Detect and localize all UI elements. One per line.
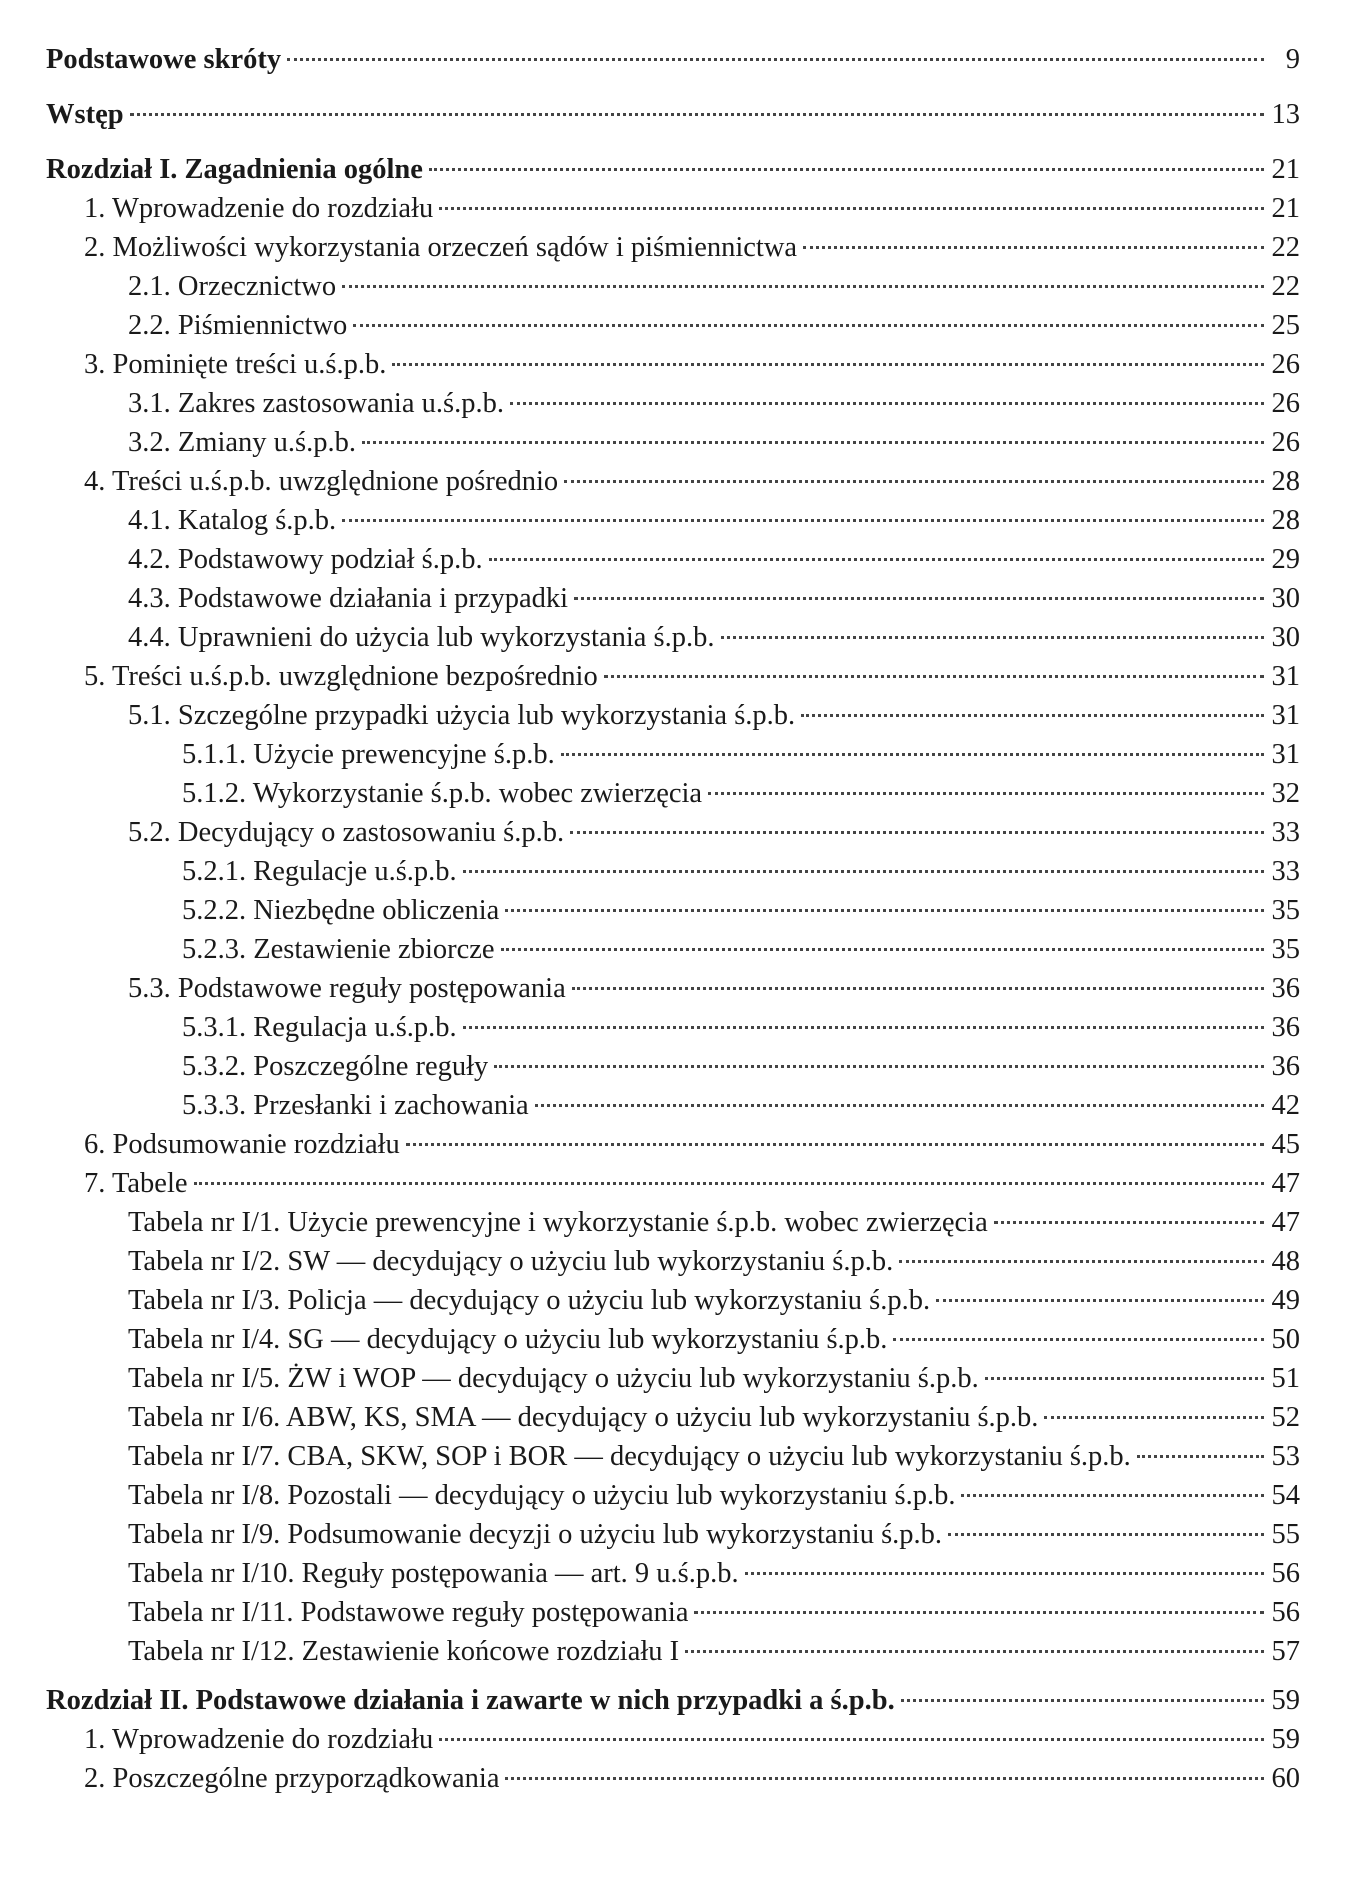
dot-leader — [392, 363, 1264, 366]
toc-entry-row — [46, 345, 1300, 384]
toc-page-number: 36 — [1271, 973, 1300, 1004]
dot-leader — [570, 831, 1264, 834]
toc-entry-row — [46, 1242, 1300, 1281]
toc-entry-row — [46, 657, 1300, 696]
dot-leader — [694, 1611, 1264, 1614]
toc-entry-row — [46, 228, 1300, 267]
toc-entry-row — [46, 579, 1300, 618]
toc-entry-row — [46, 1281, 1300, 1320]
toc-page-number: 28 — [1271, 466, 1300, 497]
dot-leader — [501, 948, 1264, 951]
dot-leader — [803, 246, 1264, 249]
toc-entry-row — [46, 1437, 1300, 1476]
toc-entry-row — [46, 1086, 1300, 1125]
dot-leader — [708, 792, 1264, 795]
toc-entry-title: Tabela nr I/3. Policja — decydujący o użyciu lub wykorzystaniu ś.p.b. — [128, 1285, 931, 1316]
toc-entry-title: 5.2.3. Zestawienie zbiorcze — [182, 934, 495, 965]
toc-entry-title: 5. Treści u.ś.p.b. uwzględnione bezpośrednio — [84, 661, 598, 692]
toc-entry-title: Tabela nr I/1. Użycie prewencyjne i wykorzystanie ś.p.b. wobec zwierzęcia — [128, 1207, 988, 1238]
toc-entry-row — [46, 189, 1300, 228]
toc-page-number: 32 — [1271, 778, 1300, 809]
toc-page-number: 48 — [1271, 1246, 1300, 1277]
toc-page-number: 50 — [1271, 1324, 1300, 1355]
toc-entry-title: Rozdział I. Zagadnienia ogólne — [46, 154, 423, 185]
toc-entry-title: Tabela nr I/7. CBA, SKW, SOP i BOR — decydujący o użyciu lub wykorzystaniu ś.p.b. — [128, 1441, 1131, 1472]
dot-leader — [574, 597, 1264, 600]
dot-leader — [439, 207, 1264, 210]
toc-entry-row — [46, 1164, 1300, 1203]
toc-page-number: 25 — [1271, 310, 1300, 341]
toc-entry-title: 5.1.2. Wykorzystanie ś.p.b. wobec zwierzęcia — [182, 778, 703, 809]
toc-entry-row — [46, 1759, 1300, 1798]
dot-leader — [194, 1182, 1264, 1185]
toc-page-number: 33 — [1271, 856, 1300, 887]
toc-entry-row — [46, 1008, 1300, 1047]
toc-entry-row — [46, 696, 1300, 735]
toc-entry-title: 4. Treści u.ś.p.b. uwzględnione pośrednio — [84, 466, 559, 497]
dot-leader — [353, 324, 1264, 327]
toc-chapter-row — [46, 40, 1300, 79]
dot-leader — [287, 58, 1264, 61]
toc-chapter-row — [46, 1681, 1300, 1720]
toc-entry-title: 5.2.1. Regulacje u.ś.p.b. — [182, 856, 457, 887]
dot-leader — [406, 1143, 1264, 1146]
dot-leader — [429, 168, 1264, 171]
toc-entry-title: Podstawowe skróty — [46, 44, 282, 75]
dot-leader — [893, 1338, 1264, 1341]
toc-entry-row — [46, 1359, 1300, 1398]
toc-page-number: 55 — [1271, 1519, 1300, 1550]
toc-entry-title: 5.3.2. Poszczególne reguły — [182, 1051, 489, 1082]
toc-page-number: 59 — [1271, 1724, 1300, 1755]
toc-entry-row — [46, 1632, 1300, 1671]
toc-page-number: 29 — [1271, 544, 1300, 575]
toc-chapter-row — [46, 95, 1300, 134]
toc-page-number: 51 — [1271, 1363, 1300, 1394]
toc-entry-title: 5.3. Podstawowe reguły postępowania — [128, 973, 566, 1004]
toc-entry-title: 5.2. Decydujący o zastosowaniu ś.p.b. — [128, 817, 565, 848]
toc-entry-title: 2. Możliwości wykorzystania orzeczeń sądów i piśmiennictwa — [84, 232, 798, 263]
toc-page-number: 9 — [1285, 44, 1300, 75]
toc-entry-row — [46, 813, 1300, 852]
toc-entry-title: 7. Tabele — [84, 1168, 188, 1199]
dot-leader — [901, 1699, 1264, 1702]
dot-leader — [439, 1738, 1264, 1741]
dot-leader — [985, 1377, 1264, 1380]
toc-entry-title: 5.3.3. Przesłanki i zachowania — [182, 1090, 529, 1121]
dot-leader — [463, 870, 1264, 873]
toc-page-number: 35 — [1271, 895, 1300, 926]
toc-entry-title: 1. Wprowadzenie do rozdziału — [84, 1724, 434, 1755]
dot-leader — [342, 285, 1264, 288]
dot-leader — [463, 1026, 1264, 1029]
toc-page-number: 13 — [1271, 99, 1300, 130]
dot-leader — [745, 1572, 1264, 1575]
toc-entry-title: Wstęp — [46, 99, 124, 130]
dot-leader — [130, 113, 1264, 116]
toc-page-number: 30 — [1271, 583, 1300, 614]
toc-page-number: 59 — [1271, 1685, 1300, 1716]
dot-leader — [564, 480, 1264, 483]
toc-entry-title: 6. Podsumowanie rozdziału — [84, 1129, 400, 1160]
toc-entry-title: 2. Poszczególne przyporządkowania — [84, 1763, 500, 1794]
toc-entry-title: Tabela nr I/11. Podstawowe reguły postępowania — [128, 1597, 689, 1628]
toc-entry-row — [46, 774, 1300, 813]
dot-leader — [505, 909, 1264, 912]
dot-leader — [572, 987, 1264, 990]
toc-entry-title: 5.1. Szczególne przypadki użycia lub wykorzystania ś.p.b. — [128, 700, 796, 731]
dot-leader — [561, 753, 1264, 756]
toc-page-number: 21 — [1271, 154, 1300, 185]
toc-page-number: 28 — [1271, 505, 1300, 536]
toc-page-number: 52 — [1271, 1402, 1300, 1433]
dot-leader — [535, 1104, 1264, 1107]
toc-page-number: 31 — [1271, 661, 1300, 692]
dot-leader — [505, 1777, 1264, 1780]
toc-entry-title: Rozdział II. Podstawowe działania i zawarte w nich przypadki a ś.p.b. — [46, 1685, 895, 1716]
toc-entry-row — [46, 1047, 1300, 1086]
toc-entry-title: 5.2.2. Niezbędne obliczenia — [182, 895, 500, 926]
toc-page-number: 22 — [1271, 232, 1300, 263]
toc-page-number: 33 — [1271, 817, 1300, 848]
toc-entry-title: Tabela nr I/9. Podsumowanie decyzji o użyciu lub wykorzystaniu ś.p.b. — [128, 1519, 943, 1550]
toc-page-number: 60 — [1271, 1763, 1300, 1794]
dot-leader — [342, 519, 1264, 522]
toc-page-number: 21 — [1271, 193, 1300, 224]
toc-entry-row — [46, 384, 1300, 423]
toc-page-number: 57 — [1271, 1636, 1300, 1667]
dot-leader — [899, 1260, 1264, 1263]
toc-entry-row — [46, 852, 1300, 891]
toc-entry-row — [46, 1476, 1300, 1515]
dot-leader — [489, 558, 1264, 561]
toc-entry-row — [46, 1125, 1300, 1164]
toc-entry-title: Tabela nr I/6. ABW, KS, SMA — decydujący o użyciu lub wykorzystaniu ś.p.b. — [128, 1402, 1039, 1433]
dot-leader — [721, 636, 1265, 639]
dot-leader — [948, 1533, 1264, 1536]
toc-page-number: 49 — [1271, 1285, 1300, 1316]
dot-leader — [1044, 1416, 1264, 1419]
toc-entry-row — [46, 735, 1300, 774]
toc-entry-row — [46, 618, 1300, 657]
toc-entry-row — [46, 267, 1300, 306]
table-of-contents — [46, 40, 1300, 1798]
toc-entry-row — [46, 1515, 1300, 1554]
dot-leader — [362, 441, 1264, 444]
toc-entry-row — [46, 423, 1300, 462]
toc-entry-row — [46, 501, 1300, 540]
toc-entry-title: Tabela nr I/12. Zestawienie końcowe rozdziału I — [128, 1636, 680, 1667]
toc-page-number: 26 — [1271, 388, 1300, 419]
dot-leader — [1137, 1455, 1264, 1458]
toc-entry-row — [46, 1203, 1300, 1242]
toc-page-number: 31 — [1271, 700, 1300, 731]
toc-entry-title: 4.1. Katalog ś.p.b. — [128, 505, 337, 536]
dot-leader — [604, 675, 1264, 678]
toc-entry-title: 2.2. Piśmiennictwo — [128, 310, 348, 341]
toc-page-number: 36 — [1271, 1051, 1300, 1082]
toc-page-number: 47 — [1271, 1207, 1300, 1238]
toc-page-number: 53 — [1271, 1441, 1300, 1472]
toc-entry-row — [46, 930, 1300, 969]
dot-leader — [801, 714, 1264, 717]
toc-entry-title: Tabela nr I/4. SG — decydujący o użyciu lub wykorzystaniu ś.p.b. — [128, 1324, 888, 1355]
toc-chapter-row — [46, 150, 1300, 189]
toc-page-number: 56 — [1271, 1558, 1300, 1589]
toc-entry-title: 1. Wprowadzenie do rozdziału — [84, 193, 434, 224]
toc-entry-title: 2.1. Orzecznictwo — [128, 271, 337, 302]
toc-entry-title: Tabela nr I/8. Pozostali — decydujący o użyciu lub wykorzystaniu ś.p.b. — [128, 1480, 956, 1511]
toc-page-number: 56 — [1271, 1597, 1300, 1628]
toc-page-number: 31 — [1271, 739, 1300, 770]
toc-page-number: 35 — [1271, 934, 1300, 965]
toc-entry-title: 5.1.1. Użycie prewencyjne ś.p.b. — [182, 739, 555, 770]
dot-leader — [494, 1065, 1264, 1068]
toc-page-number: 30 — [1271, 622, 1300, 653]
toc-page-number: 26 — [1271, 427, 1300, 458]
toc-entry-title: 5.3.1. Regulacja u.ś.p.b. — [182, 1012, 457, 1043]
toc-page-number: 22 — [1271, 271, 1300, 302]
dot-leader — [936, 1299, 1264, 1302]
toc-entry-row — [46, 462, 1300, 501]
toc-entry-title: 3. Pominięte treści u.ś.p.b. — [84, 349, 387, 380]
toc-entry-title: 3.1. Zakres zastosowania u.ś.p.b. — [128, 388, 504, 419]
toc-page-number: 42 — [1271, 1090, 1300, 1121]
toc-entry-row — [46, 1720, 1300, 1759]
toc-entry-title: 4.2. Podstawowy podział ś.p.b. — [128, 544, 483, 575]
toc-entry-row — [46, 1554, 1300, 1593]
toc-entry-row — [46, 540, 1300, 579]
toc-entry-title: 4.3. Podstawowe działania i przypadki — [128, 583, 569, 614]
dot-leader — [961, 1494, 1264, 1497]
toc-page-number: 26 — [1271, 349, 1300, 380]
toc-entry-row — [46, 1593, 1300, 1632]
dot-leader — [994, 1221, 1264, 1224]
dot-leader — [685, 1650, 1264, 1653]
toc-entry-row — [46, 969, 1300, 1008]
toc-entry-row — [46, 891, 1300, 930]
toc-page-number: 45 — [1271, 1129, 1300, 1160]
toc-entry-title: 4.4. Uprawnieni do użycia lub wykorzystania ś.p.b. — [128, 622, 715, 653]
toc-entry-row — [46, 1398, 1300, 1437]
toc-page-number: 36 — [1271, 1012, 1300, 1043]
toc-entry-title: Tabela nr I/5. ŻW i WOP — decydujący o użyciu lub wykorzystaniu ś.p.b. — [128, 1363, 979, 1394]
toc-page-number: 47 — [1271, 1168, 1300, 1199]
toc-entry-row — [46, 1320, 1300, 1359]
toc-entry-title: Tabela nr I/10. Reguły postępowania — art. 9 u.ś.p.b. — [128, 1558, 739, 1589]
toc-entry-title: 3.2. Zmiany u.ś.p.b. — [128, 427, 356, 458]
toc-page-number: 54 — [1271, 1480, 1300, 1511]
toc-entry-row — [46, 306, 1300, 345]
dot-leader — [510, 402, 1264, 405]
toc-entry-title: Tabela nr I/2. SW — decydujący o użyciu lub wykorzystaniu ś.p.b. — [128, 1246, 894, 1277]
